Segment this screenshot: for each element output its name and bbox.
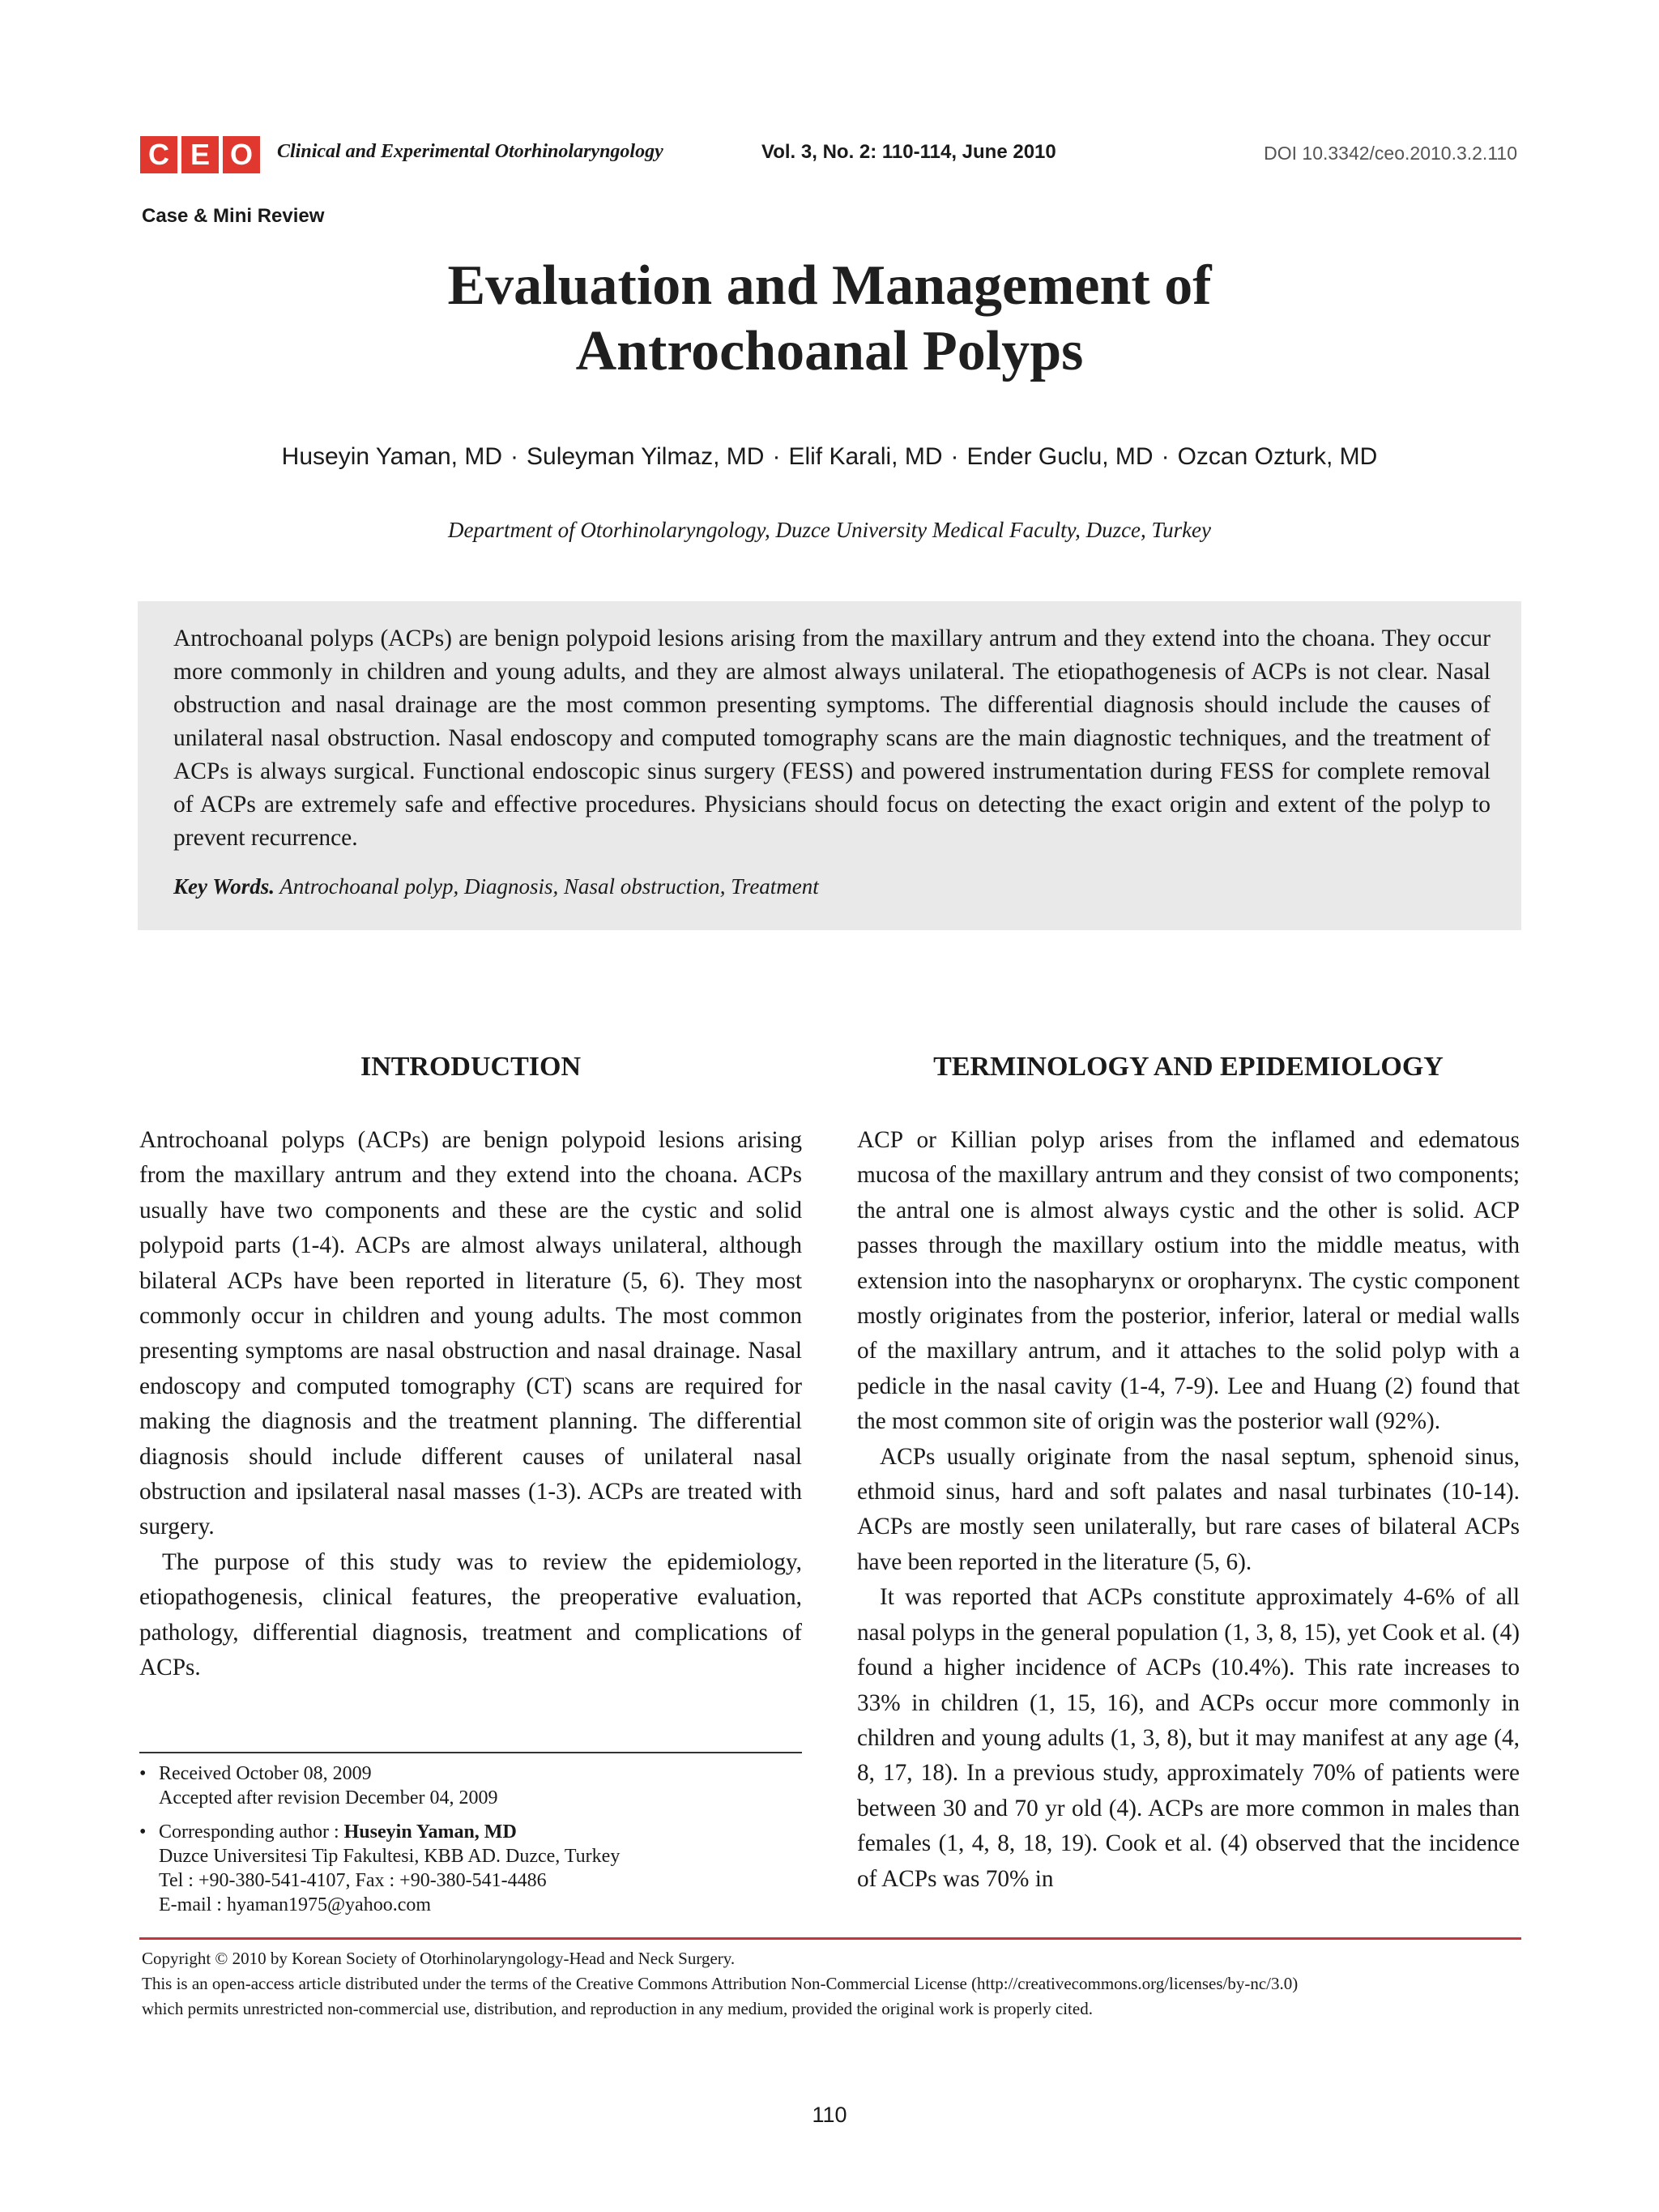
- keywords-label: Key Words.: [173, 874, 275, 899]
- author: Elif Karali, MD: [788, 443, 943, 470]
- corresponding-line: [159, 1820, 620, 1844]
- keywords: [173, 874, 1491, 899]
- note-bullet: •: [139, 1821, 147, 1843]
- author: Suleyman Yilmaz, MD: [527, 443, 765, 470]
- notes-divider: [139, 1752, 802, 1753]
- footer-divider: [139, 1937, 1521, 1940]
- copyright-line: Copyright © 2010 by Korean Society of Otorhinolaryngology-Head and Neck Surgery.: [142, 1949, 736, 1968]
- license-line-2: which permits unrestricted non-commercial use, distribution, and reproduction in any medium, provided the original work is properly cited.: [142, 1999, 1093, 2018]
- title-line-2: Antrochoanal Polyps: [575, 320, 1084, 382]
- logo-letter-c: C: [140, 136, 177, 173]
- introduction-heading: INTRODUCTION: [360, 1052, 582, 1082]
- accepted-date: Accepted after revision December 04, 2009: [159, 1787, 498, 1808]
- corresponding-name: Huseyin Yaman, MD: [343, 1821, 517, 1843]
- introduction-paragraph-2: The purpose of this study was to review the epidemiology, etiopathogenesis, clinical features, the preoperative evaluation, pathology, differential diagnosis, treatment and complications of ACPs.: [139, 1548, 802, 1681]
- introduction-body: [139, 1123, 802, 1686]
- abstract-box: [138, 601, 1521, 930]
- terminology-paragraph-3: It was reported that ACPs constitute approximately 4-6% of all nasal polyps in the general population (1, 3, 8, 15), yet Cook et al. (4) found a higher incidence of ACPs (10.4%). This rate increases to 33% in children (1, 15, 16), and ACPs occur more commonly in children and young adults (1, 3, 8), but it may manifest at any age (4, 8, 17, 18). In a previous study, approximately 70% of patients were between 30 and 70 yr old (4). ACPs are more common in males than females (1, 4, 8, 18, 19). Cook et al. (4) observed that the incidence of ACPs was 70% in: [857, 1584, 1520, 1892]
- corresponding-address: Duzce Universitesi Tip Fakultesi, KBB AD. Duzce, Turkey: [159, 1846, 621, 1867]
- terminology-paragraph-1: ACP or Killian polyp arises from the inflamed and edematous mucosa of the maxillary antrum and they consist of two components; the antral one is almost always cystic and the other is solid. ACP passes through the maxillary ostium into the middle meatus, with extension into the nasopharynx or oropharynx. The cystic component mostly originates from the posterior, inferior, lateral or medial walls of the maxillary antrum, and it attaches to the solid polyp with a pedicle in the nasal cavity (1-4, 7-9). Lee and Huang (2) found that the most common site of origin was the posterior wall (92%).: [857, 1127, 1520, 1435]
- corresponding-note: [139, 1820, 802, 1917]
- keywords-list: Antrochoanal polyp, Diagnosis, Nasal obstruction, Treatment: [279, 874, 819, 899]
- journal-logo: [140, 136, 260, 173]
- license-line-1: This is an open-access article distributed under the terms of the Creative Commons Attribution Non-Commercial License (http://creativecommons.org/licenses/by-nc/3.0): [142, 1974, 1299, 1993]
- introduction-paragraph-1: Antrochoanal polyps (ACPs) are benign polypoid lesions arising from the maxillary antrum and they extend into the choana. ACPs usually have two components and these are the cystic and solid polypoid parts (1-4). ACPs are almost always unilateral, although bilateral ACPs have been reported in literature (5, 6). They most commonly occur in children and young adults. The most common presenting symptoms are nasal obstruction and nasal drainage. Nasal endoscopy and computed tomography (CT) scans are required for making the diagnosis and the treatment planning. The differential diagnosis should include different causes of unilateral nasal obstruction and ipsilateral nasal masses (1-3). ACPs are treated with surgery.: [139, 1127, 802, 1540]
- author: Huseyin Yaman, MD: [281, 443, 503, 470]
- article-notes: [139, 1761, 802, 1927]
- terminology-body: [857, 1123, 1520, 1897]
- author: Ozcan Ozturk, MD: [1177, 443, 1378, 470]
- article-title: [0, 253, 1659, 384]
- journal-name: Clinical and Experimental Otorhinolaryngology: [277, 141, 663, 162]
- corresponding-phone: Tel : +90-380-541-4107, Fax : +90-380-541-4486: [159, 1870, 547, 1891]
- corresponding-email: E-mail : hyaman1975@yahoo.com: [159, 1894, 432, 1915]
- received-date: Received October 08, 2009: [159, 1763, 372, 1784]
- copyright-footer: [142, 1946, 1524, 2022]
- note-bullet: •: [139, 1763, 147, 1784]
- volume-info: Vol. 3, No. 2: 110-114, June 2010: [761, 141, 1056, 163]
- terminology-paragraph-2: ACPs usually originate from the nasal septum, sphenoid sinus, ethmoid sinus, hard and soft palates and nasal turbinates (10-14). ACPs are mostly seen unilaterally, but rare cases of bilateral ACPs have been reported in the literature (5, 6).: [857, 1443, 1520, 1575]
- author-separator: ·: [1161, 443, 1170, 470]
- terminology-heading: TERMINOLOGY AND EPIDEMIOLOGY: [933, 1052, 1444, 1082]
- received-note: [139, 1761, 802, 1810]
- author: Ender Guclu, MD: [966, 443, 1154, 470]
- page-number: 110: [812, 2103, 847, 2127]
- logo-letter-e: E: [181, 136, 219, 173]
- article-type: Case & Mini Review: [142, 205, 325, 227]
- author-separator: ·: [950, 443, 959, 470]
- author-separator: ·: [772, 443, 781, 470]
- affiliation: Department of Otorhinolaryngology, Duzce University Medical Faculty, Duzce, Turkey: [447, 518, 1212, 542]
- title-line-1: Evaluation and Management of: [447, 254, 1212, 317]
- author-separator: ·: [510, 443, 519, 470]
- logo-letter-o: O: [223, 136, 260, 173]
- author-list: [0, 443, 1659, 471]
- corresponding-label: Corresponding author :: [159, 1821, 339, 1843]
- doi: DOI 10.3342/ceo.2010.3.2.110: [1264, 143, 1517, 164]
- abstract-text: Antrochoanal polyps (ACPs) are benign polypoid lesions arising from the maxillary antrum and they extend into the choana. They occur more commonly in children and young adults, and they are almost always unilateral. The etiopathogenesis of ACPs is not clear. Nasal obstruction and nasal drainage are the most common presenting symptoms. The differential diagnosis should include the causes of unilateral nasal obstruction. Nasal endoscopy and computed tomography scans are the main diagnostic techniques, and the treatment of ACPs is always surgical. Functional endoscopic sinus surgery (FESS) and powered instrumentation during FESS for complete removal of ACPs are extremely safe and effective procedures. Physicians should focus on detecting the exact origin and extent of the polyp to prevent recurrence.: [173, 626, 1491, 851]
